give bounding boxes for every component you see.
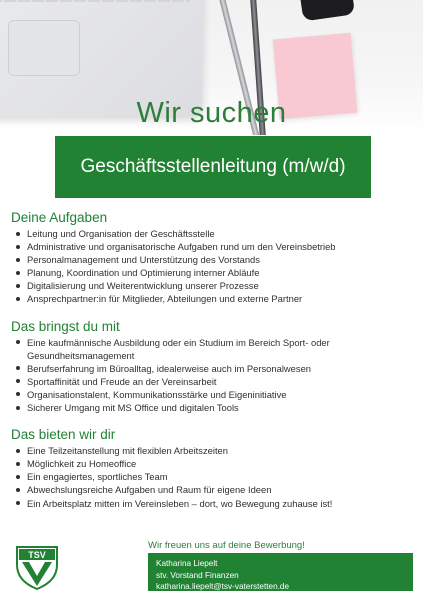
list-item: Digitalisierung und Weiterentwicklung unserer Prozesse — [27, 279, 411, 292]
list-item: Berufserfahrung im Büroalltag, idealerweise auch im Personalwesen — [27, 362, 411, 375]
list-item: Organisationstalent, Kommunikationsstärke und Eigeninitiative — [27, 388, 411, 401]
list-item: Ein engagiertes, sportliches Team — [27, 470, 411, 483]
list-item: Leitung und Organisation der Geschäftsstelle — [27, 227, 411, 240]
headline-kicker: Wir suchen — [136, 97, 287, 129]
list-item: Planung, Koordination und Optimierung interner Abläufe — [27, 266, 411, 279]
list-item: Eine kaufmännische Ausbildung oder ein Studium im Bereich Sport- oder Gesundheitsmanagement — [27, 336, 411, 362]
keyboard-image — [0, 0, 190, 2]
contact-role: stv. Vorstand Finanzen — [156, 570, 239, 580]
tsv-logo — [15, 545, 59, 591]
section-anforderungen — [11, 319, 411, 415]
trackpad-image — [8, 20, 80, 76]
apply-call-to-action: Wir freuen uns auf deine Bewerbung! — [148, 540, 305, 551]
list-item: Sportaffinität und Freude an der Vereinsarbeit — [27, 375, 411, 388]
list-item: Ansprechpartner:in für Mitglieder, Abteilungen und externe Partner — [27, 292, 411, 305]
bullet-list — [11, 444, 411, 509]
bullet-list — [11, 336, 411, 415]
section-angebot — [11, 427, 411, 509]
section-heading: Das bringst du mit — [11, 318, 120, 334]
tsv-shield-icon — [15, 545, 59, 591]
section-aufgaben — [11, 210, 411, 306]
list-item: Eine Teilzeitanstellung mit flexiblen Arbeitszeiten — [27, 444, 411, 457]
list-item: Administrative und organisatorische Aufgaben rund um den Vereinsbetrieb — [27, 240, 411, 253]
contact-name: Katharina Liepelt — [156, 559, 218, 568]
contact-email[interactable]: katharina.liepelt@tsv-vaterstetten.de — [156, 582, 290, 591]
job-title: Geschäftsstellenleitung (m/w/d) — [80, 156, 346, 177]
list-item: Abwechslungsreiche Aufgaben und Raum für eigene Ideen — [27, 483, 411, 496]
list-item: Sicherer Umgang mit MS Office und digitalen Tools — [27, 401, 411, 414]
job-title-banner — [55, 136, 371, 198]
logo-text: TSV — [28, 550, 46, 560]
section-heading: Deine Aufgaben — [11, 210, 108, 225]
list-item: Ein Arbeitsplatz mitten im Vereinsleben – dort, wo Bewegung zuhause ist! — [27, 497, 411, 510]
list-item: Möglichkeit zu Homeoffice — [27, 457, 411, 470]
job-description — [11, 210, 411, 510]
bullet-list — [11, 227, 411, 306]
list-item: Personalmanagement und Unterstützung des Vorstands — [27, 253, 411, 266]
phone-image — [297, 0, 355, 21]
section-heading: Das bieten wir dir — [11, 427, 116, 443]
contact-box — [148, 553, 413, 591]
